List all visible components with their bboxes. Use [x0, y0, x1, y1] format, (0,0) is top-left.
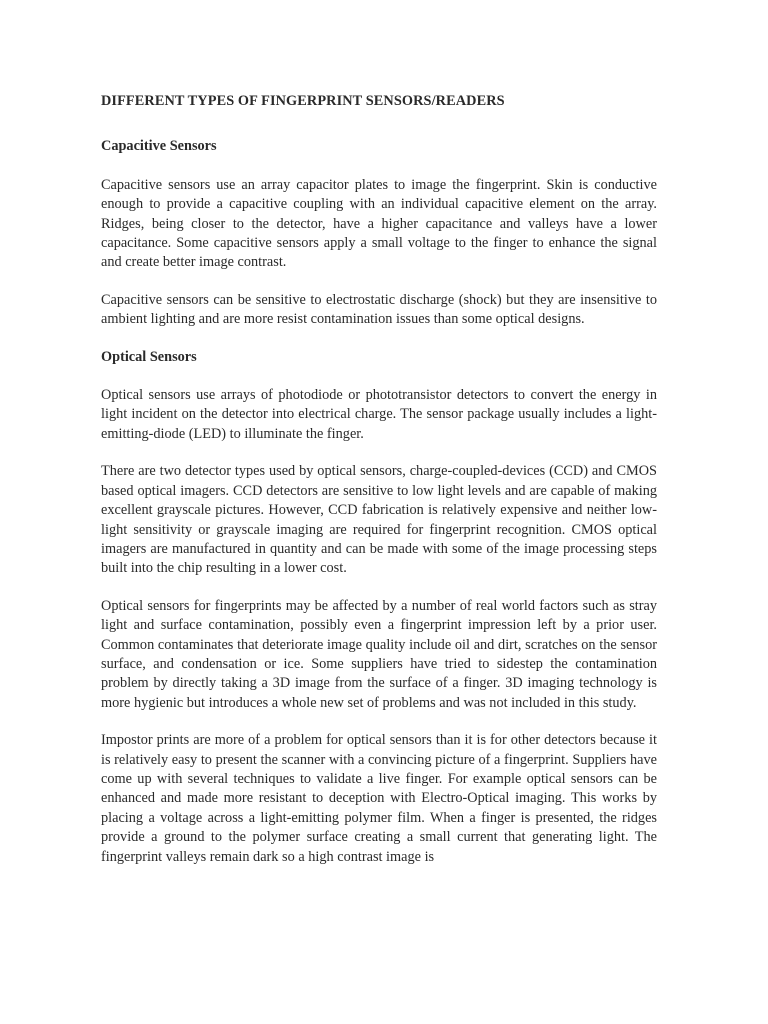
section-capacitive-sensors — [101, 137, 657, 329]
section-heading: Capacitive Sensors — [101, 138, 217, 155]
section-optical-sensors — [101, 348, 657, 867]
paragraph: Capacitive sensors use an array capacitor plates to image the fingerprint. Skin is conductive enough to provide a capacitive coupling with an individual capacitive element on the array. Ridges, being closer to the detector, have a higher capacitance and valleys have a lower capacitance. Some capacitive sensors apply a small voltage to the finger to enhance the signal and create better image contrast. — [101, 176, 657, 271]
paragraph: There are two detector types used by optical sensors, charge-coupled-devices (CCD) and CMOS based optical imagers. CCD detectors are sensitive to low light levels and are capable of making excellent grayscale pictures. However, CCD fabrication is relatively expensive and neither low-light sensitivity or grayscale imaging are required for fingerprint recognition. CMOS optical imagers are manufactured in quantity and can be made with some of the image processing steps built into the chip resulting in a lower cost. — [101, 463, 657, 577]
section-heading: Optical Sensors — [101, 348, 197, 365]
paragraph: Impostor prints are more of a problem for optical sensors than it is for other detectors because it is relatively easy to present the scanner with a convincing picture of a fingerprint. Suppliers have come up with several techniques to validate a live finger. For example optical sensors can be enhanced and made more resistant to deception with Electro-Optical imaging. This works by placing a voltage across a light-emitting polymer film. When a finger is presented, the ridges provide a ground to the polymer surface creating a small current that generating light. The fingerprint valleys remain dark so a high contrast image is — [101, 732, 657, 865]
document-page — [101, 92, 657, 867]
paragraph: Optical sensors for fingerprints may be affected by a number of real world factors such as stray light and surface contamination, possibly even a fingerprint impression left by a prior user. Common contaminates that deteriorate image quality include oil and dirt, scratches on the sensor surface, and condensation or ice. Some suppliers have tried to sidestep the contamination problem by directly taking a 3D image from the surface of a finger. 3D imaging technology is more hygienic but introduces a whole new set of problems and was not included in this study. — [101, 597, 657, 711]
document-title: DIFFERENT TYPES OF FINGERPRINT SENSORS/READERS — [101, 93, 505, 109]
paragraph: Optical sensors use arrays of photodiode or phototransistor detectors to convert the energy in light incident on the detector into electrical charge. The sensor package usually includes a light-emitting-diode (LED) to illuminate the finger. — [101, 387, 657, 442]
paragraph: Capacitive sensors can be sensitive to electrostatic discharge (shock) but they are insensitive to ambient lighting and are more resist contamination issues than some optical designs. — [101, 291, 657, 328]
